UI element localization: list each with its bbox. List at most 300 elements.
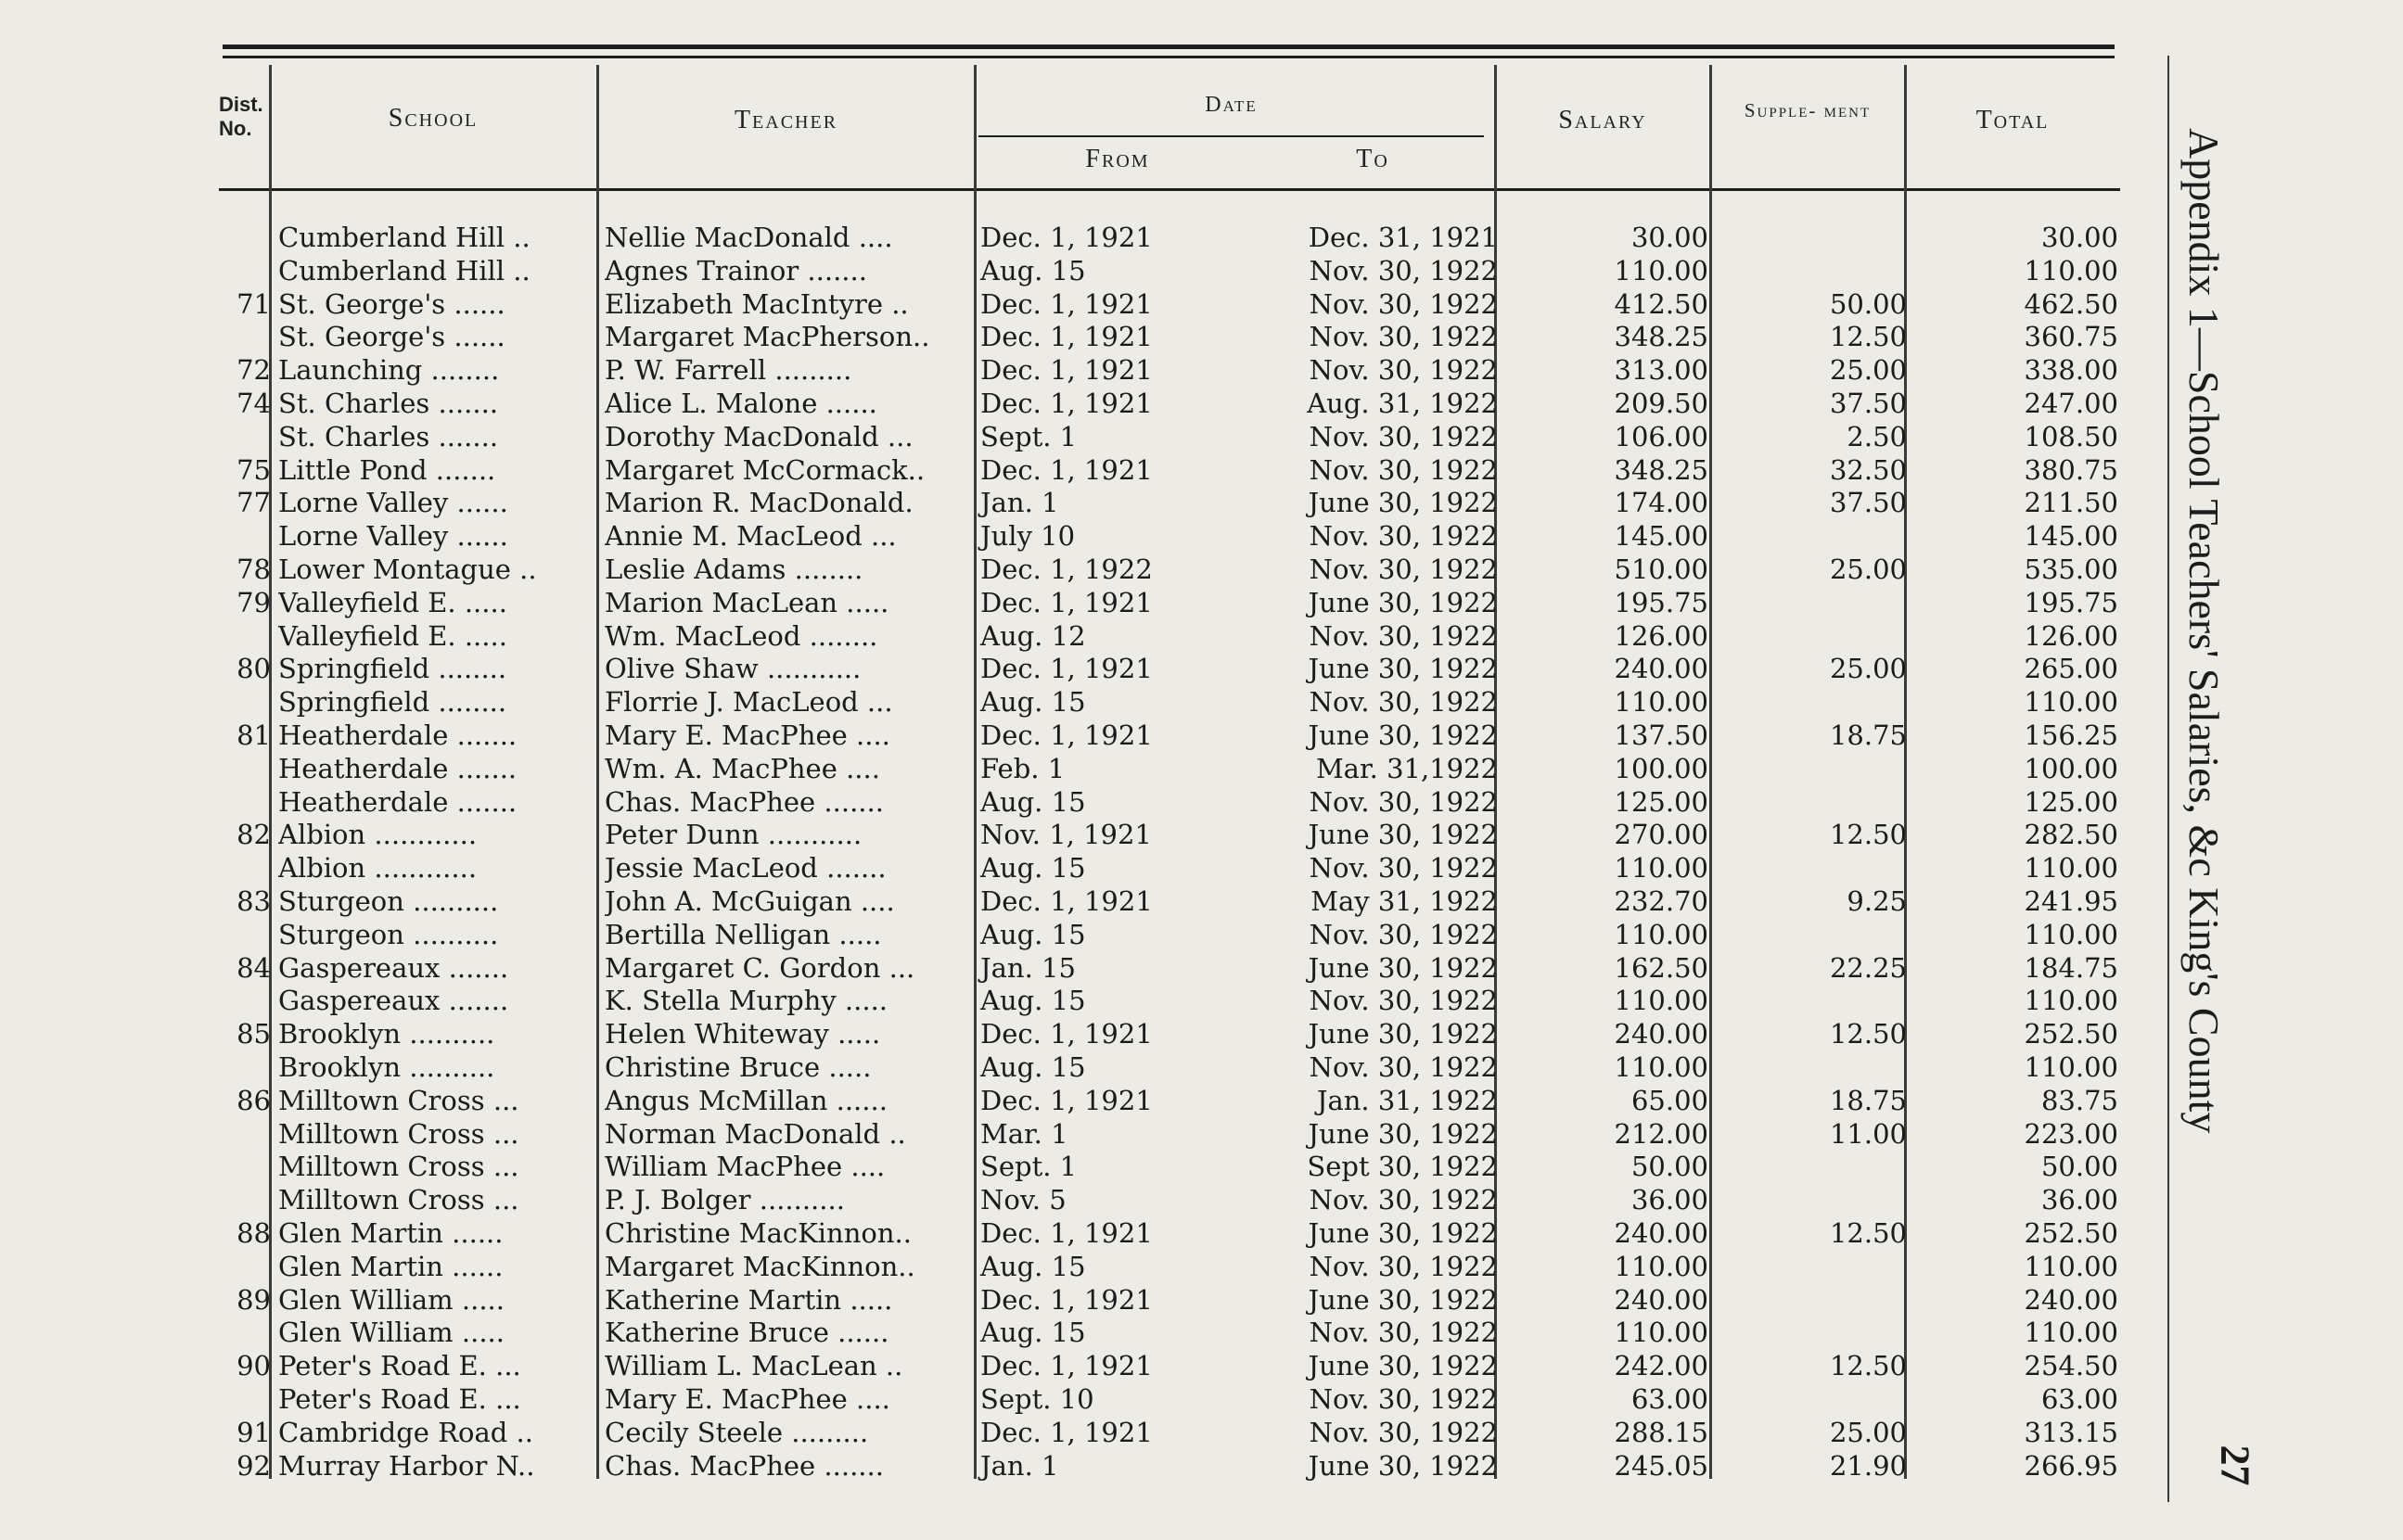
header-rule [219,188,2120,191]
cell-supp: 12.50 [1829,819,1907,851]
cell-from: Aug. 15 [980,852,1086,885]
cell-teacher: Helen Whiteway ..... [605,1018,881,1050]
table-row [0,453,2133,487]
cell-to: June 30, 1922 [1308,653,1498,685]
cell-total: 110.00 [2024,1317,2118,1349]
table-row [0,785,2133,819]
cell-from: Dec. 1, 1921 [980,1283,1153,1316]
cell-supp: 12.50 [1829,1350,1907,1382]
cell-supp: 11.00 [1829,1117,1907,1150]
table-row [0,1449,2133,1483]
cell-to: June 30, 1922 [1308,819,1498,851]
cell-teacher: Leslie Adams ........ [605,554,863,585]
cell-teacher: Bertilla Nelligan ..... [605,918,882,950]
cell-supp: 25.00 [1829,653,1907,685]
cell-school: Springfield ........ [278,653,507,685]
cell-to: Nov. 30, 1922 [1309,1317,1498,1349]
cell-to: Nov. 30, 1922 [1309,1250,1498,1282]
table-row [0,387,2133,420]
table-row [0,685,2133,719]
cell-total: 462.50 [2024,287,2118,320]
cell-school: Murray Harbor N.. [278,1449,535,1482]
cell-teacher: Norman MacDonald .. [605,1117,906,1150]
cell-from: Dec. 1, 1921 [980,321,1153,353]
table-row [0,1183,2133,1216]
cell-from: Jan. 1 [980,1449,1059,1482]
cell-from: Jan. 1 [980,487,1059,519]
cell-salary: 110.00 [1614,1051,1708,1083]
cell-school: Cumberland Hill .. [278,222,530,253]
cell-dist: 86 [236,1084,271,1116]
cell-to: Nov. 30, 1922 [1309,254,1498,286]
table-row [0,420,2133,453]
cell-supp: 12.50 [1829,1018,1907,1050]
cell-total: 110.00 [2024,686,2118,719]
table-row [0,553,2133,586]
cell-salary: 65.00 [1630,1084,1708,1116]
table-row [0,1283,2133,1317]
cell-total: 110.00 [2024,1051,2118,1083]
cell-to: Nov. 30, 1922 [1309,554,1498,585]
cell-from: Feb. 1 [980,752,1066,784]
cell-salary: 110.00 [1614,985,1708,1017]
cell-teacher: Margaret McCormack.. [605,453,926,486]
cell-total: 63.00 [2040,1383,2118,1415]
cell-teacher: Agnes Trainor ....... [605,254,867,286]
table-row [0,221,2133,254]
cell-teacher: John A. McGuigan .... [605,885,895,917]
table-row [0,652,2133,685]
cell-school: Lower Montague .. [278,554,537,585]
cell-salary: 174.00 [1614,487,1708,519]
cell-to: Nov. 30, 1922 [1309,1383,1498,1415]
table-row [0,1416,2133,1449]
cell-to: Dec. 31, 1921 [1308,222,1498,253]
cell-from: Dec. 1, 1921 [980,1217,1153,1249]
cell-from: Aug. 15 [980,1250,1086,1282]
cell-to: Mar. 31,1922 [1315,752,1498,784]
cell-total: 223.00 [2024,1117,2118,1150]
cell-school: Valleyfield E. ..... [278,619,507,652]
cell-total: 100.00 [2024,752,2118,784]
cell-total: 338.00 [2024,354,2118,387]
table-row [0,1150,2133,1183]
cell-from: Dec. 1, 1921 [980,1416,1153,1448]
cell-supp: 12.50 [1829,321,1907,353]
table-row [0,752,2133,785]
cell-from: Mar. 1 [980,1117,1068,1150]
table-row [0,287,2133,321]
cell-salary: 30.00 [1630,222,1708,253]
cell-total: 313.15 [2024,1416,2118,1448]
cell-from: Aug. 15 [980,985,1086,1017]
cell-to: Nov. 30, 1922 [1309,453,1498,486]
cell-from: Aug. 15 [980,254,1086,286]
cell-salary: 313.00 [1614,354,1708,387]
cell-salary: 162.50 [1614,951,1708,984]
header-from: From [1085,145,1150,173]
cell-to: June 30, 1922 [1308,1449,1498,1482]
cell-total: 145.00 [2024,520,2118,553]
cell-to: June 30, 1922 [1308,1283,1498,1316]
cell-teacher: Chas. MacPhee ....... [605,1449,884,1482]
cell-salary: 125.00 [1614,785,1708,818]
cell-supp: 22.25 [1829,951,1907,984]
header-date: Date [1205,93,1258,117]
cell-salary: 232.70 [1614,885,1708,917]
cell-from: Sept. 1 [980,420,1078,452]
cell-school: Albion ............ [278,819,478,851]
cell-to: June 30, 1922 [1308,719,1498,751]
cell-from: Aug. 15 [980,686,1086,719]
table-row [0,818,2133,851]
cell-school: Milltown Cross ... [278,1084,519,1116]
header-to: To [1356,145,1389,173]
cell-salary: 510.00 [1614,554,1708,585]
cell-to: June 30, 1922 [1308,1217,1498,1249]
cell-school: Albion ............ [278,852,478,885]
cell-from: Dec. 1, 1921 [980,586,1153,618]
cell-to: Nov. 30, 1922 [1309,1184,1498,1216]
cell-school: Brooklyn .......... [278,1051,495,1083]
cell-total: 380.75 [2024,453,2118,486]
cell-from: Dec. 1, 1921 [980,719,1153,751]
table-row [0,984,2133,1017]
cell-school: Heatherdale ....... [278,719,518,751]
cell-total: 282.50 [2024,819,2118,851]
cell-teacher: Katherine Martin ..... [605,1283,893,1316]
cell-teacher: Cecily Steele ......... [605,1416,869,1448]
table-row [0,1050,2133,1084]
cell-school: Sturgeon .......... [278,885,499,917]
table-row [0,719,2133,752]
cell-total: 36.00 [2040,1184,2118,1216]
cell-salary: 126.00 [1614,619,1708,652]
cell-teacher: Mary E. MacPhee .... [605,1383,890,1415]
cell-salary: 240.00 [1614,1018,1708,1050]
cell-teacher: P. W. Farrell ......... [605,354,852,387]
cell-salary: 106.00 [1614,420,1708,452]
cell-from: Dec. 1, 1921 [980,222,1153,253]
cell-dist: 83 [236,885,271,917]
cell-teacher: Margaret MacPherson.. [605,321,930,353]
cell-salary: 63.00 [1630,1383,1708,1415]
cell-supp: 18.75 [1829,719,1907,751]
cell-teacher: Wm. A. MacPhee .... [605,752,880,784]
table-row [0,885,2133,918]
cell-total: 50.00 [2040,1151,2118,1183]
cell-school: Launching ........ [278,354,500,387]
cell-from: Aug. 15 [980,785,1086,818]
cell-to: Nov. 30, 1922 [1309,686,1498,719]
cell-total: 247.00 [2024,388,2118,419]
cell-salary: 209.50 [1614,388,1708,419]
cell-school: Little Pond ....... [278,453,496,486]
cell-teacher: Angus McMillan ...... [605,1084,888,1116]
cell-from: Dec. 1, 1921 [980,1084,1153,1116]
cell-salary: 288.15 [1614,1416,1708,1448]
cell-teacher: William L. MacLean .. [605,1350,903,1382]
cell-total: 195.75 [2024,586,2118,618]
cell-salary: 110.00 [1614,1317,1708,1349]
cell-to: Nov. 30, 1922 [1309,785,1498,818]
cell-school: St. Charles ....... [278,388,499,419]
table-row [0,1250,2133,1283]
cell-dist: 88 [236,1217,271,1249]
cell-school: Peter's Road E. ... [278,1383,521,1415]
cell-teacher: Dorothy MacDonald ... [605,420,914,452]
running-title: Appendix 1—School Teachers' Salaries, &c King's County [2180,128,2228,1134]
cell-salary: 110.00 [1614,852,1708,885]
cell-teacher: Alice L. Malone ...... [605,388,877,419]
cell-school: Gaspereaux ....... [278,985,509,1017]
cell-school: Milltown Cross ... [278,1151,519,1183]
cell-school: Glen Martin ...... [278,1217,504,1249]
cell-supp: 21.90 [1829,1449,1907,1482]
cell-school: Glen William ..... [278,1317,505,1349]
top-rule [223,45,2115,49]
cell-teacher: Annie M. MacLeod ... [605,520,897,553]
date-subrule [978,135,1484,137]
cell-to: Nov. 30, 1922 [1309,354,1498,387]
cell-total: 30.00 [2040,222,2118,253]
cell-teacher: William MacPhee .... [605,1151,886,1183]
cell-from: Dec. 1, 1921 [980,885,1153,917]
table-row [0,1349,2133,1382]
cell-dist: 72 [236,354,271,387]
page-number-text: 27 [2212,1445,2258,1486]
cell-dist: 78 [236,554,271,585]
cell-salary: 212.00 [1614,1117,1708,1150]
cell-teacher: Chas. MacPhee ....... [605,785,884,818]
table-row [0,951,2133,985]
cell-to: June 30, 1922 [1308,1350,1498,1382]
cell-school: Lorne Valley ...... [278,520,508,553]
cell-total: 83.75 [2040,1084,2118,1116]
cell-dist: 75 [236,453,271,486]
cell-total: 108.50 [2024,420,2118,452]
table-row [0,851,2133,885]
cell-school: Gaspereaux ....... [278,951,509,984]
table-row [0,353,2133,387]
cell-teacher: Jessie MacLeod ....... [605,852,887,885]
cell-total: 211.50 [2024,487,2118,519]
cell-school: Milltown Cross ... [278,1184,519,1216]
cell-dist: 89 [236,1283,271,1316]
header-teacher: Teacher [734,106,838,134]
cell-from: Dec. 1, 1921 [980,1350,1153,1382]
cell-total: 265.00 [2024,653,2118,685]
cell-teacher: Katherine Bruce ...... [605,1317,889,1349]
header-school: School [388,104,479,133]
cell-teacher: K. Stella Murphy ..... [605,985,888,1017]
header-salary: Salary [1558,106,1647,134]
cell-total: 254.50 [2024,1350,2118,1382]
cell-salary: 110.00 [1614,918,1708,950]
cell-supp: 37.50 [1829,487,1907,519]
table-row [0,1316,2133,1349]
cell-supp: 12.50 [1829,1217,1907,1249]
cell-salary: 36.00 [1630,1184,1708,1216]
cell-total: 252.50 [2024,1217,2118,1249]
cell-dist: 85 [236,1018,271,1050]
cell-to: Nov. 30, 1922 [1309,520,1498,553]
cell-total: 110.00 [2024,1250,2118,1282]
table-row [0,586,2133,619]
cell-teacher: Florrie J. MacLeod ... [605,686,893,719]
cell-salary: 110.00 [1614,686,1708,719]
table-row [0,1117,2133,1151]
top-rule-thin [223,56,2115,58]
cell-total: 241.95 [2024,885,2118,917]
cell-to: Nov. 30, 1922 [1309,321,1498,353]
cell-from: Aug. 15 [980,1317,1086,1349]
cell-dist: 84 [236,951,271,984]
cell-to: June 30, 1922 [1308,951,1498,984]
table-row [0,1084,2133,1117]
cell-to: June 30, 1922 [1308,1117,1498,1150]
cell-from: Aug. 12 [980,619,1086,652]
cell-school: Glen William ..... [278,1283,505,1316]
cell-dist: 81 [236,719,271,751]
cell-supp: 37.50 [1829,388,1907,419]
cell-to: Nov. 30, 1922 [1309,420,1498,452]
cell-from: Sept. 10 [980,1383,1094,1415]
cell-from: July 10 [980,520,1076,553]
cell-to: June 30, 1922 [1308,1018,1498,1050]
page-number [2212,1442,2270,1507]
cell-to: Nov. 30, 1922 [1309,985,1498,1017]
cell-supp: 25.00 [1829,554,1907,585]
table-row [0,1216,2133,1250]
cell-supp: 50.00 [1829,287,1907,320]
cell-school: Lorne Valley ...... [278,487,508,519]
cell-teacher: Marion R. MacDonald. [605,487,914,519]
cell-total: 360.75 [2024,321,2118,353]
cell-salary: 240.00 [1614,1283,1708,1316]
cell-from: Dec. 1, 1922 [980,554,1153,585]
cell-from: Aug. 15 [980,918,1086,950]
cell-from: Dec. 1, 1921 [980,653,1153,685]
table-row [0,254,2133,287]
cell-dist: 77 [236,487,271,519]
cell-total: 266.95 [2024,1449,2118,1482]
cell-supp: 25.00 [1829,1416,1907,1448]
cell-from: Dec. 1, 1921 [980,354,1153,387]
table-row [0,486,2133,519]
cell-total: 156.25 [2024,719,2118,751]
cell-school: Heatherdale ....... [278,785,518,818]
cell-total: 110.00 [2024,852,2118,885]
cell-school: St. George's ...... [278,287,505,320]
cell-school: St. Charles ....... [278,420,499,452]
cell-dist: 79 [236,586,271,618]
cell-teacher: Wm. MacLeod ........ [605,619,878,652]
table-row [0,519,2133,553]
cell-school: Peter's Road E. ... [278,1350,521,1382]
cell-teacher: Mary E. MacPhee .... [605,719,890,751]
cell-total: 252.50 [2024,1018,2118,1050]
cell-teacher: Peter Dunn ........... [605,819,863,851]
cell-supp: 18.75 [1829,1084,1907,1116]
cell-school: Milltown Cross ... [278,1117,519,1150]
cell-school: Cambridge Road .. [278,1416,533,1448]
cell-from: Dec. 1, 1921 [980,388,1153,419]
table-row [0,619,2133,653]
cell-dist: 90 [236,1350,271,1382]
cell-to: May 31, 1922 [1310,885,1498,917]
cell-from: Dec. 1, 1921 [980,453,1153,486]
cell-salary: 242.00 [1614,1350,1708,1382]
cell-to: Sept 30, 1922 [1307,1151,1498,1183]
cell-school: Springfield ........ [278,686,507,719]
cell-to: Nov. 30, 1922 [1309,1051,1498,1083]
cell-teacher: Olive Shaw ........... [605,653,862,685]
cell-salary: 245.05 [1614,1449,1708,1482]
cell-salary: 240.00 [1614,653,1708,685]
cell-school: Heatherdale ....... [278,752,518,784]
cell-supp: 2.50 [1847,420,1907,452]
cell-salary: 50.00 [1630,1151,1708,1183]
cell-school: Valleyfield E. ..... [278,586,507,618]
cell-total: 110.00 [2024,918,2118,950]
cell-supp: 9.25 [1847,885,1907,917]
cell-salary: 100.00 [1614,752,1708,784]
cell-dist: 80 [236,653,271,685]
right-margin-line [2167,56,2169,1502]
cell-total: 126.00 [2024,619,2118,652]
table-row [0,1382,2133,1416]
cell-total: 184.75 [2024,951,2118,984]
cell-total: 535.00 [2024,554,2118,585]
cell-dist: 82 [236,819,271,851]
cell-teacher: P. J. Bolger .......... [605,1184,845,1216]
cell-to: Jan. 31, 1922 [1316,1084,1498,1116]
header-total: Total [1975,106,2050,134]
cell-total: 240.00 [2024,1283,2118,1316]
cell-school: St. George's ...... [278,321,505,353]
cell-from: Jan. 15 [980,951,1076,984]
cell-teacher: Christine Bruce ..... [605,1051,872,1083]
cell-from: Nov. 5 [980,1184,1067,1216]
cell-from: Dec. 1, 1921 [980,287,1153,320]
table-row [0,918,2133,951]
cell-supp: 25.00 [1829,354,1907,387]
header-dist-no: Dist. No. [219,93,263,140]
cell-salary: 110.00 [1614,1250,1708,1282]
cell-teacher: Christine MacKinnon.. [605,1217,912,1249]
cell-school: Glen Martin ...... [278,1250,504,1282]
cell-total: 110.00 [2024,254,2118,286]
cell-salary: 110.00 [1614,254,1708,286]
cell-from: Dec. 1, 1921 [980,1018,1153,1050]
cell-salary: 270.00 [1614,819,1708,851]
cell-total: 125.00 [2024,785,2118,818]
cell-dist: 92 [236,1449,271,1482]
cell-to: Nov. 30, 1922 [1309,619,1498,652]
cell-teacher: Margaret C. Gordon ... [605,951,915,984]
cell-to: Nov. 30, 1922 [1309,918,1498,950]
cell-salary: 240.00 [1614,1217,1708,1249]
cell-to: Aug. 31, 1922 [1307,388,1498,419]
cell-salary: 137.50 [1614,719,1708,751]
cell-to: Nov. 30, 1922 [1309,852,1498,885]
cell-to: June 30, 1922 [1308,586,1498,618]
cell-from: Sept. 1 [980,1151,1078,1183]
cell-dist: 91 [236,1416,271,1448]
cell-to: Nov. 30, 1922 [1309,1416,1498,1448]
cell-salary: 412.50 [1614,287,1708,320]
